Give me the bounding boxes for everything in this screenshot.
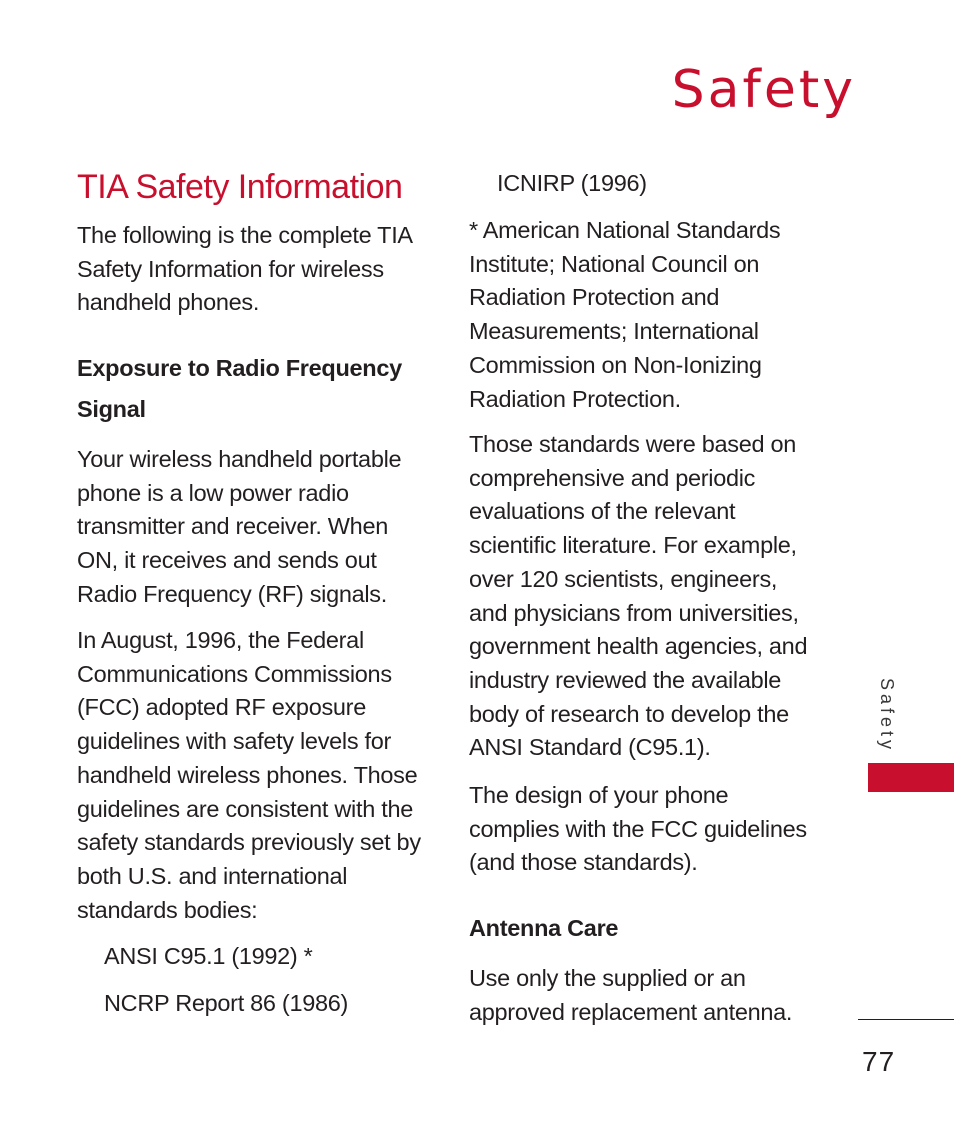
side-tab-marker bbox=[868, 763, 954, 792]
rf-paragraph: Your wireless handheld portable phone is a low power radio transmitter and receiver. When ON, it receives and sends out Radio Frequency (RF) signals. bbox=[77, 446, 402, 607]
footnote-paragraph: * American National Standards Institute; National Council on Radiation Protection and Measurements; International Commission on Non-Ionizing Radiation Protection. bbox=[469, 217, 781, 412]
standard-item-icnirp: ICNIRP (1996) bbox=[497, 170, 647, 196]
subheading-rf-exposure: Exposure to Radio Frequency Signal bbox=[77, 355, 402, 422]
standards-basis-paragraph: Those standards were based on comprehensive and periodic evaluations of the relevant scientific literature. For example, over 120 scientists, engineers, and physicians from universities, government health agencies, and industry reviewed the available body of research to develop the ANSI Standard (C95.1). bbox=[469, 431, 808, 761]
standard-item-ansi: ANSI C95.1 (1992) * bbox=[104, 943, 313, 969]
footer-divider bbox=[858, 1019, 954, 1020]
side-tab-label: Safety bbox=[877, 678, 897, 754]
page-header-title: Safety bbox=[671, 60, 856, 120]
subheading-antenna-care: Antenna Care bbox=[469, 915, 619, 941]
standard-item-ncrp: NCRP Report 86 (1986) bbox=[104, 990, 349, 1016]
antenna-paragraph: Use only the supplied or an approved replacement antenna. bbox=[469, 965, 793, 1025]
intro-paragraph: The following is the complete TIA Safety Information for wireless handheld phones. bbox=[77, 222, 412, 316]
section-title: TIA Safety Information bbox=[77, 168, 403, 206]
design-compliance-paragraph: The design of your phone complies with the FCC guidelines (and those standards). bbox=[469, 782, 807, 876]
page-number: 77 bbox=[862, 1046, 896, 1077]
fcc-paragraph: In August, 1996, the Federal Communications Commissions (FCC) adopted RF exposure guidelines with safety levels for handheld wireless phones. Those guidelines are consistent with the safety standards previously set by both U.S. and international standards bodies: bbox=[77, 627, 421, 923]
